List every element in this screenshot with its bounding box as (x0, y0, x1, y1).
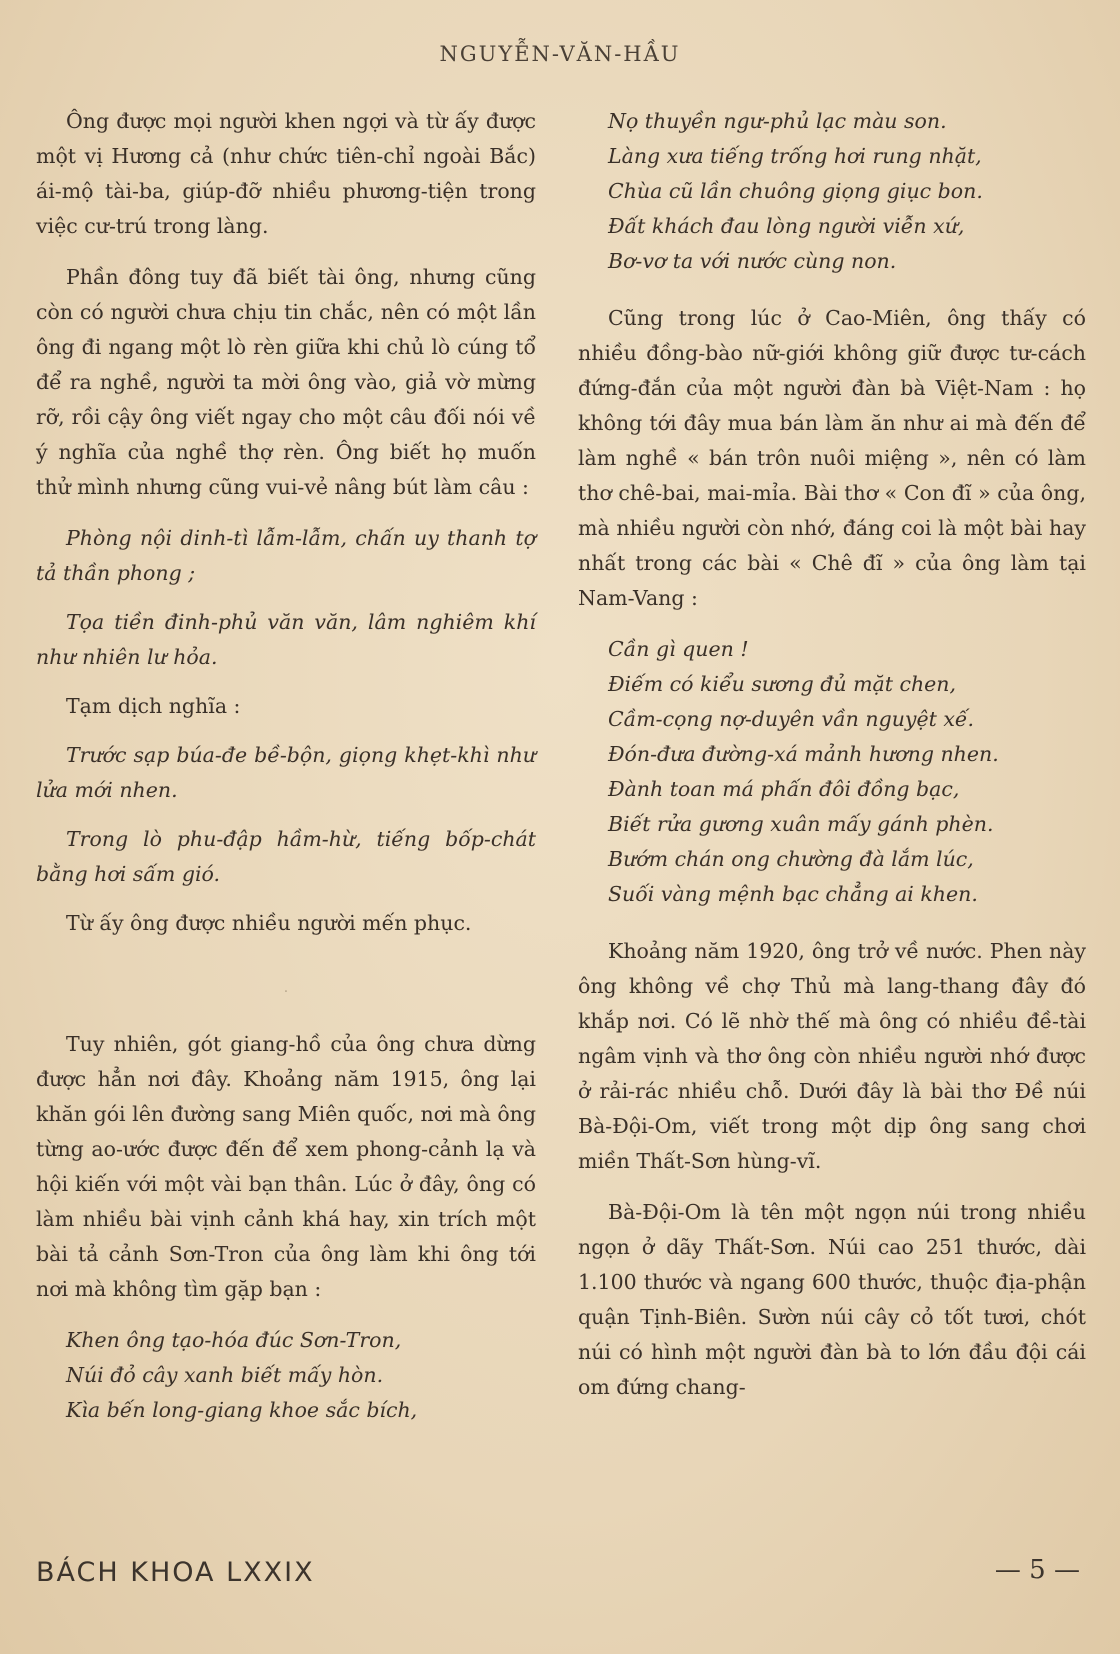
poem-line: Chùa cũ lần chuông giọng giục bon. (608, 179, 983, 203)
translation-line: Trong lò phu-đập hầm-hừ, tiếng bốp-chát bằng hơi sấm gió. (36, 827, 536, 886)
poem-line: Nọ thuyền ngư-phủ lạc màu son. (608, 109, 947, 133)
poem-son-tron (66, 1323, 536, 1428)
paragraph: Tuy nhiên, gót giang-hồ của ông chưa dừng được hẳn nơi đây. Khoảng năm 1915, ông lại khăn gói lên đường sang Miên quốc, nơi mà ông từng ao-ước được đến để xem phong-cảnh lạ và hội kiến với một vài bạn thân. Lúc ở đây, ông có làm nhiều bài vịnh cảnh khá hay, xin trích một bài tả cảnh Sơn-Tron của ông làm khi ông tới nơi mà không tìm gặp bạn : (36, 1032, 536, 1301)
poem-son-tron-continued (608, 104, 1086, 279)
poem-line: Đành toan má phấn đôi đồng bạc, (608, 777, 960, 801)
poem-con-di (608, 632, 1086, 912)
couplet-line: Tọa tiền đinh-phủ văn văn, lâm nghiêm khí như nhiên lư hỏa. (36, 610, 536, 669)
poem-line: Điếm có kiểu sương đủ mặt chen, (608, 672, 957, 696)
poem-line: Bơ-vơ ta với nước cùng non. (608, 249, 897, 273)
poem-line: Núi đỏ cây xanh biết mấy hòn. (66, 1363, 384, 1387)
poem-line: Đón-đưa đường-xá mảnh hương nhen. (608, 742, 999, 766)
translation-label: Tạm dịch nghĩa : (66, 694, 241, 718)
poem-line: Biết rửa gương xuân mấy gánh phèn. (608, 812, 994, 836)
couplet-line: Phòng nội dinh-tì lẫm-lẫm, chấn uy thanh tợ tả thần phong ; (36, 526, 536, 585)
paragraph: Bà-Đội-Om là tên một ngọn núi trong nhiều ngọn ở dãy Thất-Sơn. Núi cao 251 thước, dài 1.100 thước và ngang 600 thước, thuộc địa-phận quận Tịnh-Biên. Sườn núi cây cỏ tốt tươi, chót núi có hình một người đàn bà to lớn đầu đội cái om đứng chang- (578, 1200, 1086, 1399)
paragraph: Từ ấy ông được nhiều người mến phục. (66, 911, 472, 935)
right-column (578, 104, 1086, 1421)
poem-line: Khen ông tạo-hóa đúc Sơn-Tron, (66, 1328, 402, 1352)
translation-line: Trước sạp búa-đe bề-bộn, giọng khẹt-khì như lửa mới nhen. (36, 743, 536, 802)
left-column (36, 104, 536, 1450)
paragraph: Cũng trong lúc ở Cao-Miên, ông thấy có nhiều đồng-bào nữ-giới không giữ được tư-cách đứng-đắn của một người đàn bà Việt-Nam : họ không tới đây mua bán làm ăn như ai mà đến để làm nghề « bán trôn nuôi miệng », nên có làm thơ chê-bai, mai-mỉa. Bài thơ « Con đĩ » của ông, mà nhiều người còn nhớ, đáng coi là một bài hay nhất trong các bài « Chê đĩ » của ông làm tại Nam-Vang : (578, 306, 1086, 610)
poem-line: Bướm chán ong chường đà lắm lúc, (608, 847, 974, 871)
poem-line: Suối vàng mệnh bạc chẳng ai khen. (608, 882, 978, 906)
paragraph: Phần đông tuy đã biết tài ông, nhưng cũng còn có người chưa chịu tin chắc, nên có một lần ông đi ngang một lò rèn giữa khi chủ lò cúng tổ để ra nghề, người ta mời ông vào, giả vờ mừng rỡ, rồi cậy ông viết ngay cho một câu đối nói về ý nghĩa của nghề thợ rèn. Ông biết họ muốn thử mình nhưng cũng vui-vẻ nâng bút làm câu : (36, 265, 536, 499)
page-number: — 5 — (994, 1555, 1080, 1585)
paragraph: Khoảng năm 1920, ông trở về nước. Phen này ông không về chợ Thủ mà lang-thang đây đó khắp nơi. Có lẽ nhờ thế mà ông có nhiều đề-tài ngâm vịnh và thơ ông còn nhiều người nhớ được ở rải-rác nhiều chỗ. Dưới đây là bài thơ Đề núi Bà-Đội-Om, viết trong một dịp ông sang chơi miền Thất-Sơn hùng-vĩ. (578, 939, 1086, 1173)
paragraph: Ông được mọi người khen ngợi và từ ấy được một vị Hương cả (như chức tiên-chỉ ngoài Bắc) ái-mộ tài-ba, giúp-đỡ nhiều phương-tiện trong việc cư-trú trong làng. (36, 109, 536, 238)
poem-line: Kìa bến long-giang khoe sắc bích, (66, 1398, 418, 1422)
running-head: NGUYỄN-VĂN-HẦU (439, 42, 681, 66)
section-divider: · (283, 984, 289, 1000)
poem-line: Cầm-cọng nợ-duyên vần nguyệt xế. (608, 707, 975, 731)
magazine-title: BÁCH KHOA LXXIX (36, 1557, 315, 1588)
poem-line: Làng xưa tiếng trống hơi rung nhặt, (608, 144, 982, 168)
poem-line: Cần gì quen ! (608, 637, 749, 661)
poem-line: Đất khách đau lòng người viễn xứ, (608, 214, 965, 238)
